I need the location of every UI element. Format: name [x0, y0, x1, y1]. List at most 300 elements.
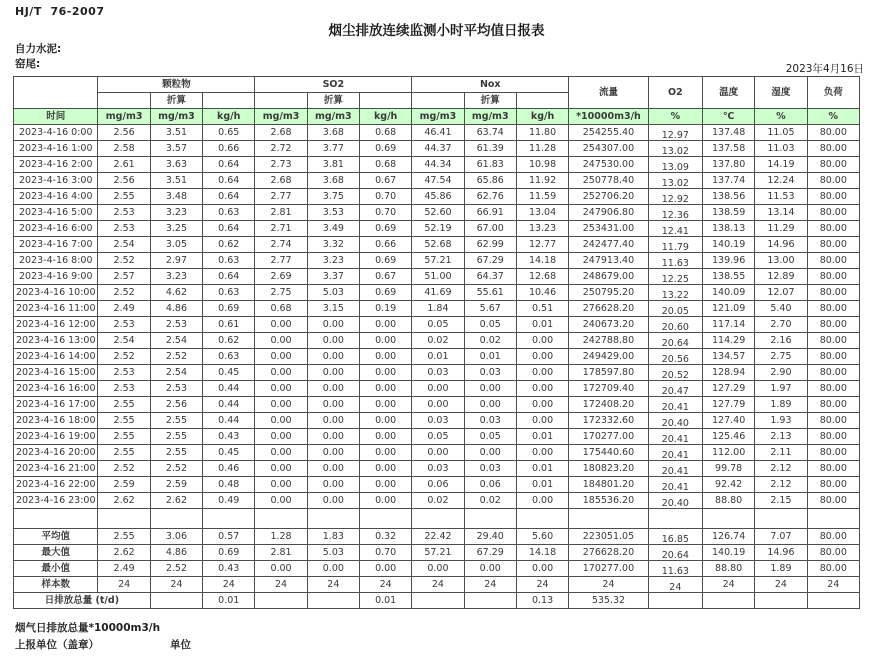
value-cell: 66.91 — [464, 205, 516, 221]
value-cell: 3.57 — [150, 141, 202, 157]
value-cell: 2.52 — [98, 253, 150, 269]
value-cell: 0.00 — [359, 349, 411, 365]
value-cell: 128.94 — [702, 365, 754, 381]
summary-value-cell: 0.00 — [307, 561, 359, 577]
value-cell: 0.00 — [307, 429, 359, 445]
empty-cell — [807, 509, 859, 529]
value-cell: 0.46 — [203, 461, 255, 477]
value-cell: 0.01 — [516, 461, 568, 477]
value-cell: 0.69 — [203, 301, 255, 317]
value-cell: 2.55 — [150, 429, 202, 445]
value-cell: 249429.00 — [569, 349, 648, 365]
value-cell: 0.06 — [464, 477, 516, 493]
value-cell: 3.77 — [307, 141, 359, 157]
daily-total-flow: 535.32 — [569, 593, 648, 609]
summary-value-cell: 0.69 — [203, 545, 255, 561]
value-cell: 0.00 — [359, 413, 411, 429]
value-cell: 0.48 — [203, 477, 255, 493]
daily-total-pm: 0.01 — [203, 593, 255, 609]
value-cell: 0.00 — [359, 461, 411, 477]
converted-label-pm: 折算 — [150, 93, 202, 109]
summary-value-cell: 0.00 — [359, 561, 411, 577]
value-cell: 80.00 — [807, 461, 859, 477]
unit-cell: % — [807, 109, 859, 125]
value-cell: 0.00 — [255, 477, 307, 493]
empty-cell — [648, 593, 702, 609]
value-cell: 2.73 — [255, 157, 307, 173]
value-cell: 140.19 — [702, 237, 754, 253]
summary-value-cell: 24 — [648, 577, 702, 593]
time-header: 时间 — [14, 109, 98, 125]
value-cell: 80.00 — [807, 349, 859, 365]
value-cell: 0.03 — [412, 413, 464, 429]
value-cell: 5.40 — [755, 301, 807, 317]
value-cell: 0.44 — [203, 397, 255, 413]
value-cell: 55.61 — [464, 285, 516, 301]
data-row — [14, 381, 860, 397]
value-cell: 2.53 — [98, 365, 150, 381]
value-cell: 0.00 — [516, 445, 568, 461]
time-cell: 2023-4-16 14:00 — [14, 349, 98, 365]
unit-cell: mg/m3 — [150, 109, 202, 125]
page-title: 烟尘排放连续监测小时平均值日报表 — [328, 23, 545, 39]
value-cell: 184801.20 — [569, 477, 648, 493]
value-cell: 4.62 — [150, 285, 202, 301]
value-cell: 0.63 — [203, 205, 255, 221]
summary-value-cell: 0.43 — [203, 561, 255, 577]
value-cell: 12.92 — [648, 189, 702, 205]
summary-value-cell: 3.06 — [150, 529, 202, 545]
value-cell: 11.03 — [755, 141, 807, 157]
summary-value-cell: 0.70 — [359, 545, 411, 561]
value-cell: 80.00 — [807, 445, 859, 461]
value-cell: 0.05 — [412, 317, 464, 333]
data-row — [14, 141, 860, 157]
time-cell: 2023-4-16 22:00 — [14, 477, 98, 493]
value-cell: 80.00 — [807, 301, 859, 317]
empty-cell — [755, 593, 807, 609]
value-cell: 172332.60 — [569, 413, 648, 429]
value-cell: 0.66 — [203, 141, 255, 157]
value-cell: 248679.00 — [569, 269, 648, 285]
value-cell: 2.56 — [98, 125, 150, 141]
value-cell: 172408.20 — [569, 397, 648, 413]
value-cell: 139.96 — [702, 253, 754, 269]
value-cell: 2.59 — [150, 477, 202, 493]
value-cell: 0.01 — [516, 317, 568, 333]
unit-cell: kg/h — [516, 109, 568, 125]
value-cell: 2.69 — [255, 269, 307, 285]
value-cell: 80.00 — [807, 189, 859, 205]
time-cell: 2023-4-16 11:00 — [14, 301, 98, 317]
value-cell: 0.02 — [412, 333, 464, 349]
report-date: 2023年4月16日 — [785, 63, 864, 75]
empty-cell — [307, 593, 359, 609]
value-cell: 3.23 — [150, 269, 202, 285]
value-cell: 2.54 — [150, 333, 202, 349]
data-row — [14, 429, 860, 445]
data-row — [14, 285, 860, 301]
value-cell: 0.03 — [464, 461, 516, 477]
value-cell: 46.41 — [412, 125, 464, 141]
value-cell: 80.00 — [807, 365, 859, 381]
value-cell: 12.68 — [516, 269, 568, 285]
value-cell: 3.51 — [150, 173, 202, 189]
value-cell: 0.00 — [412, 397, 464, 413]
value-cell: 20.41 — [648, 397, 702, 413]
value-cell: 13.23 — [516, 221, 568, 237]
value-cell: 127.29 — [702, 381, 754, 397]
value-cell: 250795.20 — [569, 285, 648, 301]
value-cell: 137.80 — [702, 157, 754, 173]
value-cell: 3.37 — [307, 269, 359, 285]
value-cell: 3.23 — [150, 205, 202, 221]
data-row — [14, 125, 860, 141]
data-row — [14, 157, 860, 173]
value-cell: 13.02 — [648, 173, 702, 189]
value-cell: 0.00 — [359, 333, 411, 349]
value-cell: 2.61 — [98, 157, 150, 173]
value-cell: 57.21 — [412, 253, 464, 269]
value-cell: 3.81 — [307, 157, 359, 173]
header-flow: 流量 — [569, 77, 648, 109]
location-label: 窑尾: — [15, 58, 41, 70]
summary-label: 最大值 — [14, 545, 98, 561]
value-cell: 61.39 — [464, 141, 516, 157]
summary-row — [14, 529, 860, 545]
data-row — [14, 237, 860, 253]
value-cell: 253431.00 — [569, 221, 648, 237]
value-cell: 0.63 — [203, 253, 255, 269]
value-cell: 0.00 — [307, 445, 359, 461]
value-cell: 170277.00 — [569, 429, 648, 445]
value-cell: 3.49 — [307, 221, 359, 237]
value-cell: 0.05 — [412, 429, 464, 445]
value-cell: 114.29 — [702, 333, 754, 349]
spacer-row — [14, 509, 860, 529]
data-row — [14, 461, 860, 477]
value-cell: 67.29 — [464, 253, 516, 269]
time-cell: 2023-4-16 2:00 — [14, 157, 98, 173]
summary-row — [14, 545, 860, 561]
value-cell: 0.00 — [255, 317, 307, 333]
value-cell: 44.34 — [412, 157, 464, 173]
value-cell: 3.53 — [307, 205, 359, 221]
value-cell: 117.14 — [702, 317, 754, 333]
value-cell: 12.25 — [648, 269, 702, 285]
header-temp: 温度 — [702, 77, 754, 109]
value-cell: 64.37 — [464, 269, 516, 285]
summary-value-cell: 24 — [203, 577, 255, 593]
value-cell: 0.63 — [203, 285, 255, 301]
value-cell: 13.00 — [755, 253, 807, 269]
value-cell: 2.52 — [150, 349, 202, 365]
value-cell: 2.72 — [255, 141, 307, 157]
value-cell: 2.81 — [255, 205, 307, 221]
value-cell: 5.67 — [464, 301, 516, 317]
value-cell: 0.69 — [359, 253, 411, 269]
value-cell: 2.70 — [755, 317, 807, 333]
value-cell: 2.12 — [755, 477, 807, 493]
time-cell: 2023-4-16 8:00 — [14, 253, 98, 269]
value-cell: 12.36 — [648, 205, 702, 221]
value-cell: 0.00 — [255, 461, 307, 477]
value-cell: 3.32 — [307, 237, 359, 253]
summary-value-cell: 22.42 — [412, 529, 464, 545]
value-cell: 0.65 — [203, 125, 255, 141]
value-cell: 252706.20 — [569, 189, 648, 205]
empty-cell — [150, 509, 202, 529]
value-cell: 2.62 — [150, 493, 202, 509]
value-cell: 0.00 — [359, 477, 411, 493]
value-cell: 112.00 — [702, 445, 754, 461]
unit-cell: ℃ — [702, 109, 754, 125]
value-cell: 20.64 — [648, 333, 702, 349]
value-cell: 67.00 — [464, 221, 516, 237]
value-cell: 92.42 — [702, 477, 754, 493]
value-cell: 0.00 — [359, 317, 411, 333]
value-cell: 12.89 — [755, 269, 807, 285]
value-cell: 0.03 — [412, 365, 464, 381]
header-o2: O2 — [648, 77, 702, 109]
value-cell: 20.41 — [648, 477, 702, 493]
time-cell: 2023-4-16 5:00 — [14, 205, 98, 221]
value-cell: 2.62 — [98, 493, 150, 509]
value-cell: 2.57 — [98, 269, 150, 285]
empty-cell — [255, 593, 307, 609]
value-cell: 178597.80 — [569, 365, 648, 381]
empty-cell — [412, 593, 464, 609]
summary-value-cell: 7.07 — [755, 529, 807, 545]
value-cell: 137.48 — [702, 125, 754, 141]
value-cell: 0.63 — [203, 349, 255, 365]
empty-cell — [755, 509, 807, 529]
summary-value-cell: 16.85 — [648, 529, 702, 545]
value-cell: 127.40 — [702, 413, 754, 429]
summary-label: 最小值 — [14, 561, 98, 577]
summary-label: 平均值 — [14, 529, 98, 545]
empty-cell — [648, 509, 702, 529]
time-cell: 2023-4-16 4:00 — [14, 189, 98, 205]
header-row-units — [14, 109, 860, 125]
value-cell: 11.05 — [755, 125, 807, 141]
value-cell: 180823.20 — [569, 461, 648, 477]
value-cell: 242477.40 — [569, 237, 648, 253]
value-cell: 2.52 — [150, 461, 202, 477]
summary-label: 样本数 — [14, 577, 98, 593]
value-cell: 3.63 — [150, 157, 202, 173]
value-cell: 3.68 — [307, 173, 359, 189]
value-cell: 125.46 — [702, 429, 754, 445]
value-cell: 51.00 — [412, 269, 464, 285]
time-cell: 2023-4-16 0:00 — [14, 125, 98, 141]
value-cell: 20.40 — [648, 493, 702, 509]
value-cell: 0.00 — [307, 365, 359, 381]
value-cell: 138.13 — [702, 221, 754, 237]
value-cell: 80.00 — [807, 253, 859, 269]
value-cell: 2.71 — [255, 221, 307, 237]
value-cell: 0.00 — [307, 381, 359, 397]
summary-value-cell: 4.86 — [150, 545, 202, 561]
value-cell: 2.52 — [98, 285, 150, 301]
value-cell: 2.53 — [98, 381, 150, 397]
value-cell: 2.55 — [98, 189, 150, 205]
value-cell: 80.00 — [807, 285, 859, 301]
value-cell: 2.77 — [255, 253, 307, 269]
value-cell: 0.01 — [412, 349, 464, 365]
value-cell: 45.86 — [412, 189, 464, 205]
value-cell: 80.00 — [807, 205, 859, 221]
value-cell: 13.02 — [648, 141, 702, 157]
summary-value-cell: 126.74 — [702, 529, 754, 545]
time-cell: 2023-4-16 1:00 — [14, 141, 98, 157]
time-cell: 2023-4-16 6:00 — [14, 221, 98, 237]
value-cell: 14.18 — [516, 253, 568, 269]
value-cell: 172709.40 — [569, 381, 648, 397]
value-cell: 80.00 — [807, 477, 859, 493]
time-cell: 2023-4-16 13:00 — [14, 333, 98, 349]
value-cell: 2.55 — [98, 445, 150, 461]
value-cell: 41.69 — [412, 285, 464, 301]
value-cell: 11.63 — [648, 253, 702, 269]
value-cell: 0.00 — [359, 429, 411, 445]
value-cell: 13.14 — [755, 205, 807, 221]
daily-total-so2: 0.01 — [359, 593, 411, 609]
value-cell: 0.44 — [203, 413, 255, 429]
value-cell: 2.55 — [150, 445, 202, 461]
summary-value-cell: 2.49 — [98, 561, 150, 577]
standard-code: HJ/T 76-2007 — [15, 5, 105, 18]
summary-value-cell: 24 — [755, 577, 807, 593]
reporting-unit-label: 上报单位（盖章） — [15, 639, 99, 651]
value-cell: 11.53 — [755, 189, 807, 205]
value-cell: 14.96 — [755, 237, 807, 253]
value-cell: 0.00 — [359, 445, 411, 461]
value-cell: 0.00 — [307, 317, 359, 333]
value-cell: 0.66 — [359, 237, 411, 253]
data-row — [14, 493, 860, 509]
value-cell: 0.05 — [464, 317, 516, 333]
summary-value-cell: 24 — [307, 577, 359, 593]
unit-label: 单位 — [170, 639, 191, 651]
value-cell: 0.62 — [203, 237, 255, 253]
summary-value-cell: 5.03 — [307, 545, 359, 561]
summary-value-cell: 80.00 — [807, 561, 859, 577]
time-cell: 2023-4-16 15:00 — [14, 365, 98, 381]
value-cell: 3.23 — [307, 253, 359, 269]
value-cell: 80.00 — [807, 141, 859, 157]
summary-value-cell: 1.28 — [255, 529, 307, 545]
value-cell: 2.54 — [150, 365, 202, 381]
value-cell: 2.58 — [98, 141, 150, 157]
value-cell: 137.74 — [702, 173, 754, 189]
empty-cell — [307, 509, 359, 529]
empty-cell — [464, 509, 516, 529]
value-cell: 1.84 — [412, 301, 464, 317]
time-cell: 2023-4-16 20:00 — [14, 445, 98, 461]
value-cell: 2.53 — [98, 221, 150, 237]
value-cell: 242788.80 — [569, 333, 648, 349]
value-cell: 140.09 — [702, 285, 754, 301]
value-cell: 0.00 — [359, 493, 411, 509]
value-cell: 62.76 — [464, 189, 516, 205]
value-cell: 80.00 — [807, 493, 859, 509]
value-cell: 11.80 — [516, 125, 568, 141]
empty-cell — [359, 93, 411, 109]
value-cell: 0.00 — [464, 381, 516, 397]
time-cell: 2023-4-16 3:00 — [14, 173, 98, 189]
value-cell: 247906.80 — [569, 205, 648, 221]
summary-value-cell: 24 — [516, 577, 568, 593]
unit-cell: kg/h — [203, 109, 255, 125]
time-cell: 2023-4-16 7:00 — [14, 237, 98, 253]
daily-total-nox: 0.13 — [516, 593, 568, 609]
value-cell: 254307.00 — [569, 141, 648, 157]
value-cell: 0.01 — [516, 429, 568, 445]
summary-value-cell: 29.40 — [464, 529, 516, 545]
converted-label-nox: 折算 — [464, 93, 516, 109]
time-cell: 2023-4-16 19:00 — [14, 429, 98, 445]
summary-value-cell: 170277.00 — [569, 561, 648, 577]
value-cell: 20.41 — [648, 429, 702, 445]
summary-value-cell: 140.19 — [702, 545, 754, 561]
value-cell: 2.52 — [98, 461, 150, 477]
converted-label-so2: 折算 — [307, 93, 359, 109]
value-cell: 0.00 — [359, 397, 411, 413]
value-cell: 0.06 — [412, 477, 464, 493]
value-cell: 80.00 — [807, 429, 859, 445]
data-row — [14, 205, 860, 221]
value-cell: 11.29 — [755, 221, 807, 237]
summary-value-cell: 14.18 — [516, 545, 568, 561]
value-cell: 0.00 — [255, 493, 307, 509]
value-cell: 2.15 — [755, 493, 807, 509]
data-row — [14, 333, 860, 349]
time-cell: 2023-4-16 12:00 — [14, 317, 98, 333]
value-cell: 3.15 — [307, 301, 359, 317]
value-cell: 276628.20 — [569, 301, 648, 317]
group-pm: 颗粒物 — [98, 77, 255, 93]
data-row — [14, 317, 860, 333]
value-cell: 0.00 — [516, 381, 568, 397]
value-cell: 138.56 — [702, 189, 754, 205]
value-cell: 121.09 — [702, 301, 754, 317]
value-cell: 12.97 — [648, 125, 702, 141]
value-cell: 80.00 — [807, 157, 859, 173]
value-cell: 13.04 — [516, 205, 568, 221]
value-cell: 0.00 — [464, 397, 516, 413]
data-row — [14, 349, 860, 365]
value-cell: 65.86 — [464, 173, 516, 189]
empty-cell — [255, 93, 307, 109]
value-cell: 0.03 — [464, 413, 516, 429]
value-cell: 0.64 — [203, 189, 255, 205]
value-cell: 0.00 — [412, 445, 464, 461]
value-cell: 80.00 — [807, 269, 859, 285]
group-nox: Nox — [412, 77, 569, 93]
value-cell: 2.53 — [150, 317, 202, 333]
summary-value-cell: 24 — [255, 577, 307, 593]
value-cell: 127.79 — [702, 397, 754, 413]
value-cell: 4.86 — [150, 301, 202, 317]
value-cell: 0.45 — [203, 445, 255, 461]
value-cell: 2.90 — [755, 365, 807, 381]
header-row-groups — [14, 77, 860, 93]
summary-row — [14, 577, 860, 593]
value-cell: 0.00 — [516, 365, 568, 381]
value-cell: 0.03 — [464, 365, 516, 381]
value-cell: 2.13 — [755, 429, 807, 445]
